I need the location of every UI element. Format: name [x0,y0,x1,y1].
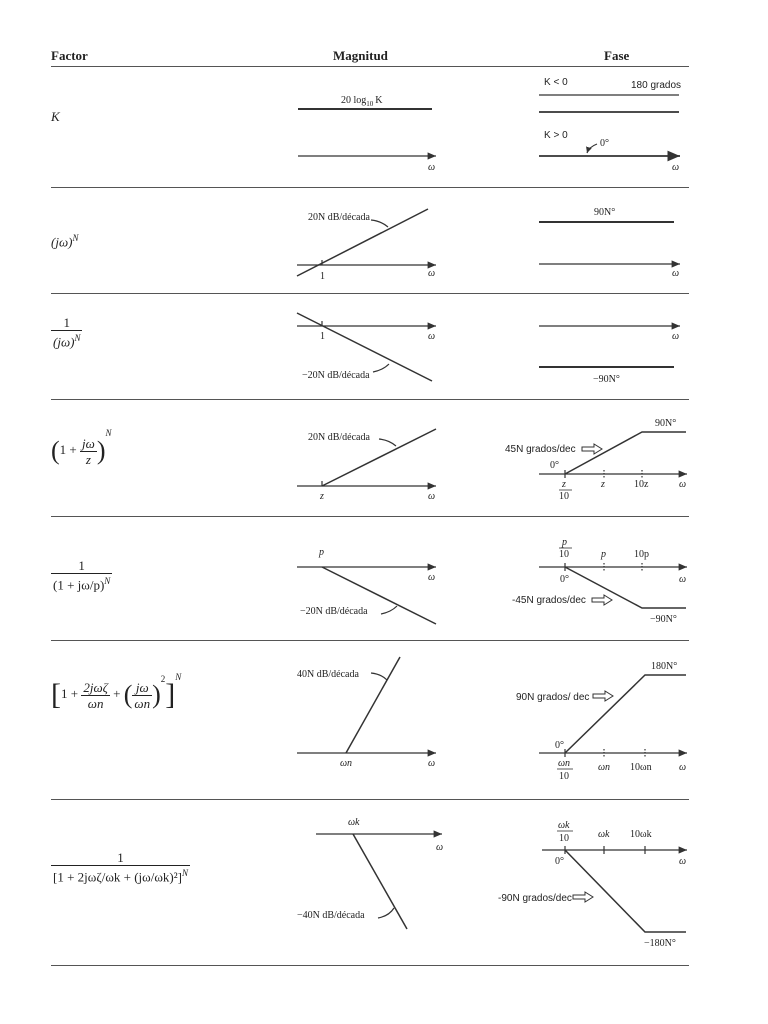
phase-zero-curve [565,432,686,474]
phase-quad-pole-t3-label: 10ωk [630,829,652,840]
mag-jw-tick-label: 1 [320,271,325,282]
phase-quad-zero-axis-label: ω [679,762,687,773]
phase-quad-pole-curve [565,850,686,932]
mag-zero-axis-label: ω [428,491,436,502]
phase-pole-rate-arrow [592,595,612,605]
mag-jw-pointer [371,220,388,227]
phase-pole-t2-label: p [601,549,606,560]
phase-pole-rate-label: -45N grados/dec [512,595,586,606]
phase-pole-t1-den: 10 [559,549,569,560]
phase-quad-zero-rate-label: 90N grados/ dec [516,692,590,703]
header-magnitude: Magnitud [333,48,388,63]
phase-zero-rate-label: 45N grados/dec [505,444,576,455]
factor-quadratic-zero: [1 + $\frac{\text{2jωζ}}{\omega n}$ + ( $\frac{j\omega}{\omega n}$ )$^2$]$^N$ [51,672,182,712]
mag-quad-pole-slope-label: −40N dB/década [297,910,365,921]
phase-zero-zero-label: 0° [550,460,559,471]
phase-pole-t1-num: p [562,537,567,548]
phase-quad-pole-t1-num: ωk [558,820,570,831]
mag-quad-pole-pointer [378,908,394,918]
mag-quad-pole-tick-label: ωk [348,817,360,828]
phase-inv-value: −90N° [593,374,620,385]
phase-zero-t3-label: 10z [634,479,649,490]
phase-zero-top-label: 90N° [655,418,677,429]
mag-jw-axis-label: ω [428,268,436,279]
phase-jw-axis-label: ω [672,268,680,279]
phase-quad-zero-top-label: 180N° [651,661,678,672]
phase-inv-axis-label: ω [672,331,680,342]
phase-k-neg-label: K < 0 [544,77,568,88]
mag-quad-pole-axis-label: ω [436,842,444,853]
header-factor: Factor [51,48,88,63]
factor-zero: (1 + $\frac{j\omega}{z}$ )$^N$ [51,428,112,467]
phase-quad-pole-bottom-label: −180N° [644,938,676,949]
mag-zero-pointer [379,439,396,446]
phase-zero-t1-num: z [562,479,566,490]
phase-pole-bottom-label: −90N° [650,614,677,625]
phase-quad-zero-rate-arrow [593,691,613,701]
factor-pole: $\frac{1}{(1 + j\omega/p)^N}$ [53,558,111,593]
factor-k: K [51,109,60,124]
phase-jw-value: 90N° [594,207,616,218]
mag-zero-slope-label: 20N dB/década [308,432,370,443]
mag-quad-zero-pointer [371,673,387,680]
phase-quad-zero-zero-label: 0° [555,740,564,751]
phase-zero-axis-label: ω [679,479,687,490]
phase-pole-axis-label: ω [679,574,687,585]
mag-k-label: 20 $\log_{10} K$ [341,95,383,108]
phase-quad-zero-t1-den: 10 [559,771,569,782]
phase-quad-pole-t1-den: 10 [559,833,569,844]
phase-k-zero-pointer [587,144,597,153]
mag-quad-zero-tick-label: ωn [340,758,353,769]
mag-zero-tick-label: z [320,491,324,502]
mag-quad-zero-axis-label: ω [428,758,436,769]
phase-zero-t1-den: 10 [559,491,569,502]
mag-pole-slope-label: −20N dB/década [300,606,368,617]
phase-quad-pole-rate-label: -90N grados/dec [498,893,572,904]
mag-pole-tick-label: p [319,547,324,558]
header-phase: Fase [604,48,630,63]
phase-k-axis-label: ω [672,162,680,173]
mag-pole-pointer [381,606,397,614]
mag-quad-zero-slope-label: 40N dB/década [297,669,359,680]
phase-pole-t3-label: 10p [634,549,649,560]
phase-quad-zero-t2-label: ωn [598,762,611,773]
phase-quad-zero-curve [565,675,686,753]
phase-k-pos-label: K > 0 [544,130,568,141]
phase-quad-pole-zero-label: 0° [555,856,564,867]
factor-inverse-jw-pow-n: $\frac{1}{(j\omega)^N}$ [53,315,81,350]
phase-quad-pole-axis-label: ω [679,856,687,867]
factor-jw-pow-n: $(j\omega)^N$ [51,233,79,250]
mag-inv-slope-label: −20N dB/década [302,370,370,381]
phase-pole-zero-label: 0° [560,574,569,585]
phase-zero-t2-label: z [601,479,605,490]
phase-quad-pole-rate-arrow [573,892,593,902]
phase-k-neg-value: 180 grados [631,80,682,91]
mag-pole-axis-label: ω [428,572,436,583]
phase-zero-rate-arrow [582,444,602,454]
mag-inv-pointer [373,364,389,372]
mag-jw-slope-label: 20N dB/década [308,212,370,223]
phase-quad-zero-t3-label: 10ωn [630,762,652,773]
factor-quadratic-pole: $\frac{1}{[1 + 2j\omega\zeta/\omega k + (j\omega/\omega k)^2]^N}$ [53,850,188,885]
mag-k-axis-label: ω [428,162,436,173]
mag-inv-tick-label: 1 [320,331,325,342]
phase-quad-zero-t1-num: ωn [558,758,571,769]
phase-k-zero-label: 0° [600,138,609,149]
mag-inv-axis-label: ω [428,331,436,342]
phase-quad-pole-t2-label: ωk [598,829,610,840]
